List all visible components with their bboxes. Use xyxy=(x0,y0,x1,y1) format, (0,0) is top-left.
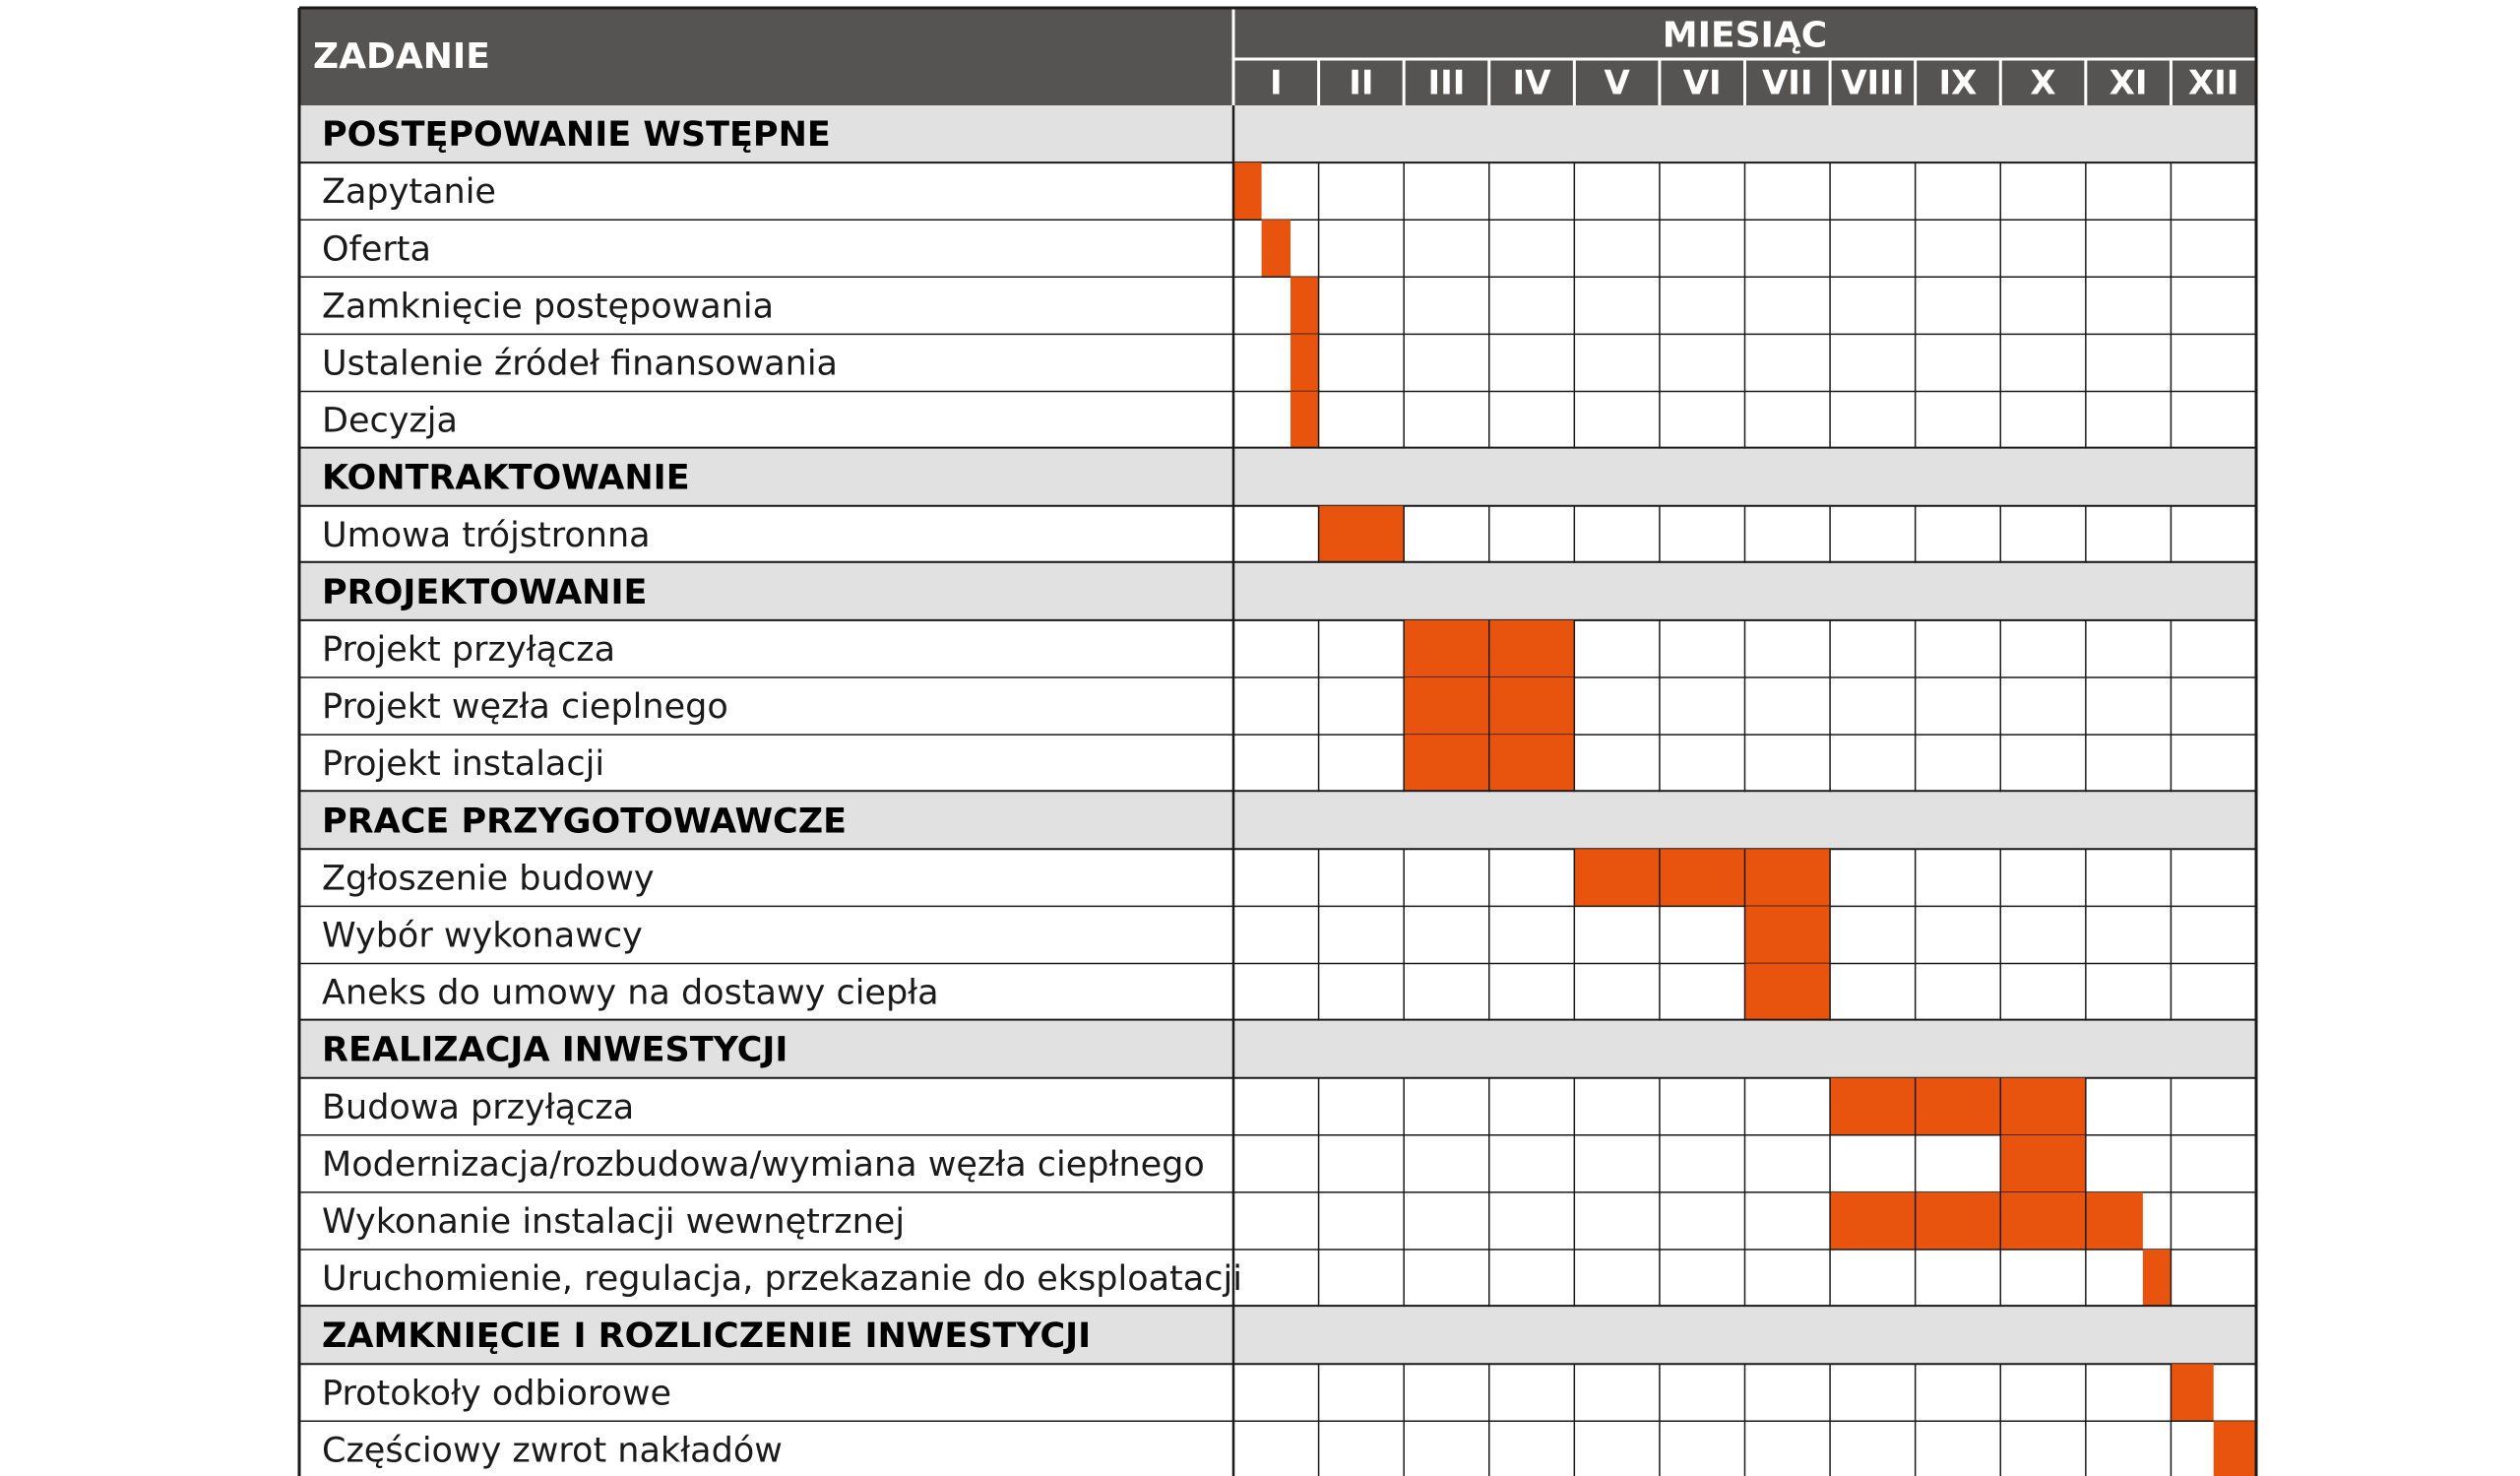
section-title: PROJEKTOWANIE xyxy=(322,572,648,612)
task-label: Projekt węzła cieplnego xyxy=(322,687,728,728)
section-title: ZAMKNIĘCIE I ROZLICZENIE INWESTYCJI xyxy=(322,1316,1092,1357)
section-title: REALIZACJA INWESTYCJI xyxy=(322,1030,788,1070)
month-label: XI xyxy=(2109,63,2148,103)
task-bar xyxy=(1291,334,1319,391)
task-label: Częściowy zwrot nakładów xyxy=(322,1431,783,1471)
task-bar xyxy=(1574,849,1830,906)
month-label: VI xyxy=(1682,63,1722,103)
month-label: XII xyxy=(2187,63,2239,103)
month-label: X xyxy=(2030,63,2056,103)
task-bar xyxy=(1233,162,1262,220)
task-label: Protokoły odbiorowe xyxy=(322,1374,672,1414)
task-label: Wybór wykonawcy xyxy=(322,916,643,956)
task-bar xyxy=(2000,1135,2086,1192)
task-label: Zgłoszenie budowy xyxy=(322,859,655,899)
month-label: II xyxy=(1349,63,1374,103)
month-column-header: MIESIĄC xyxy=(1662,15,1828,56)
month-label: IX xyxy=(1938,63,1978,103)
month-label: V xyxy=(1604,63,1630,103)
task-column-header: ZADANIE xyxy=(313,36,490,77)
task-bar xyxy=(1830,1078,2086,1135)
task-bar xyxy=(1262,220,1291,277)
task-bar xyxy=(1745,964,1831,1021)
task-label: Ustalenie źródeł finansowania xyxy=(322,344,839,384)
task-label: Oferta xyxy=(322,229,431,270)
task-label: Uruchomienie, regulacja, przekazanie do eksploatacji xyxy=(322,1259,1242,1300)
month-label: I xyxy=(1269,63,1283,103)
task-bar xyxy=(1319,506,1405,563)
month-label: III xyxy=(1427,63,1466,103)
month-label: VII xyxy=(1761,63,1813,103)
task-label: Projekt instalacji xyxy=(322,744,605,785)
task-label: Projekt przyłącza xyxy=(322,629,616,670)
month-label: VIII xyxy=(1841,63,1905,103)
task-bar xyxy=(1291,277,1319,334)
task-bar xyxy=(2143,1250,2172,1307)
section-title: POSTĘPOWANIE WSTĘPNE xyxy=(322,115,831,156)
section-title: KONTRAKTOWANIE xyxy=(322,458,690,498)
task-label: Zamknięcie postępowania xyxy=(322,287,775,327)
task-bar xyxy=(2214,1421,2256,1476)
task-label: Wykonanie instalacji wewnętrznej xyxy=(322,1201,906,1242)
task-bar xyxy=(1291,392,1319,449)
task-bar xyxy=(1830,1192,2143,1250)
task-label: Budowa przyłącza xyxy=(322,1087,635,1127)
task-label: Modernizacja/rozbudowa/wymiana węzła ciepłnego xyxy=(322,1144,1205,1185)
section-title: PRACE PRZYGOTOWAWCZE xyxy=(322,802,848,842)
task-label: Zapytanie xyxy=(322,172,496,213)
task-label: Aneks do umowy na dostawy ciepła xyxy=(322,973,939,1013)
task-label: Decyzja xyxy=(322,401,458,441)
task-bar xyxy=(2171,1364,2213,1421)
task-bar xyxy=(1745,906,1831,963)
task-label: Umowa trójstronna xyxy=(322,515,651,555)
month-label: IV xyxy=(1512,63,1551,103)
